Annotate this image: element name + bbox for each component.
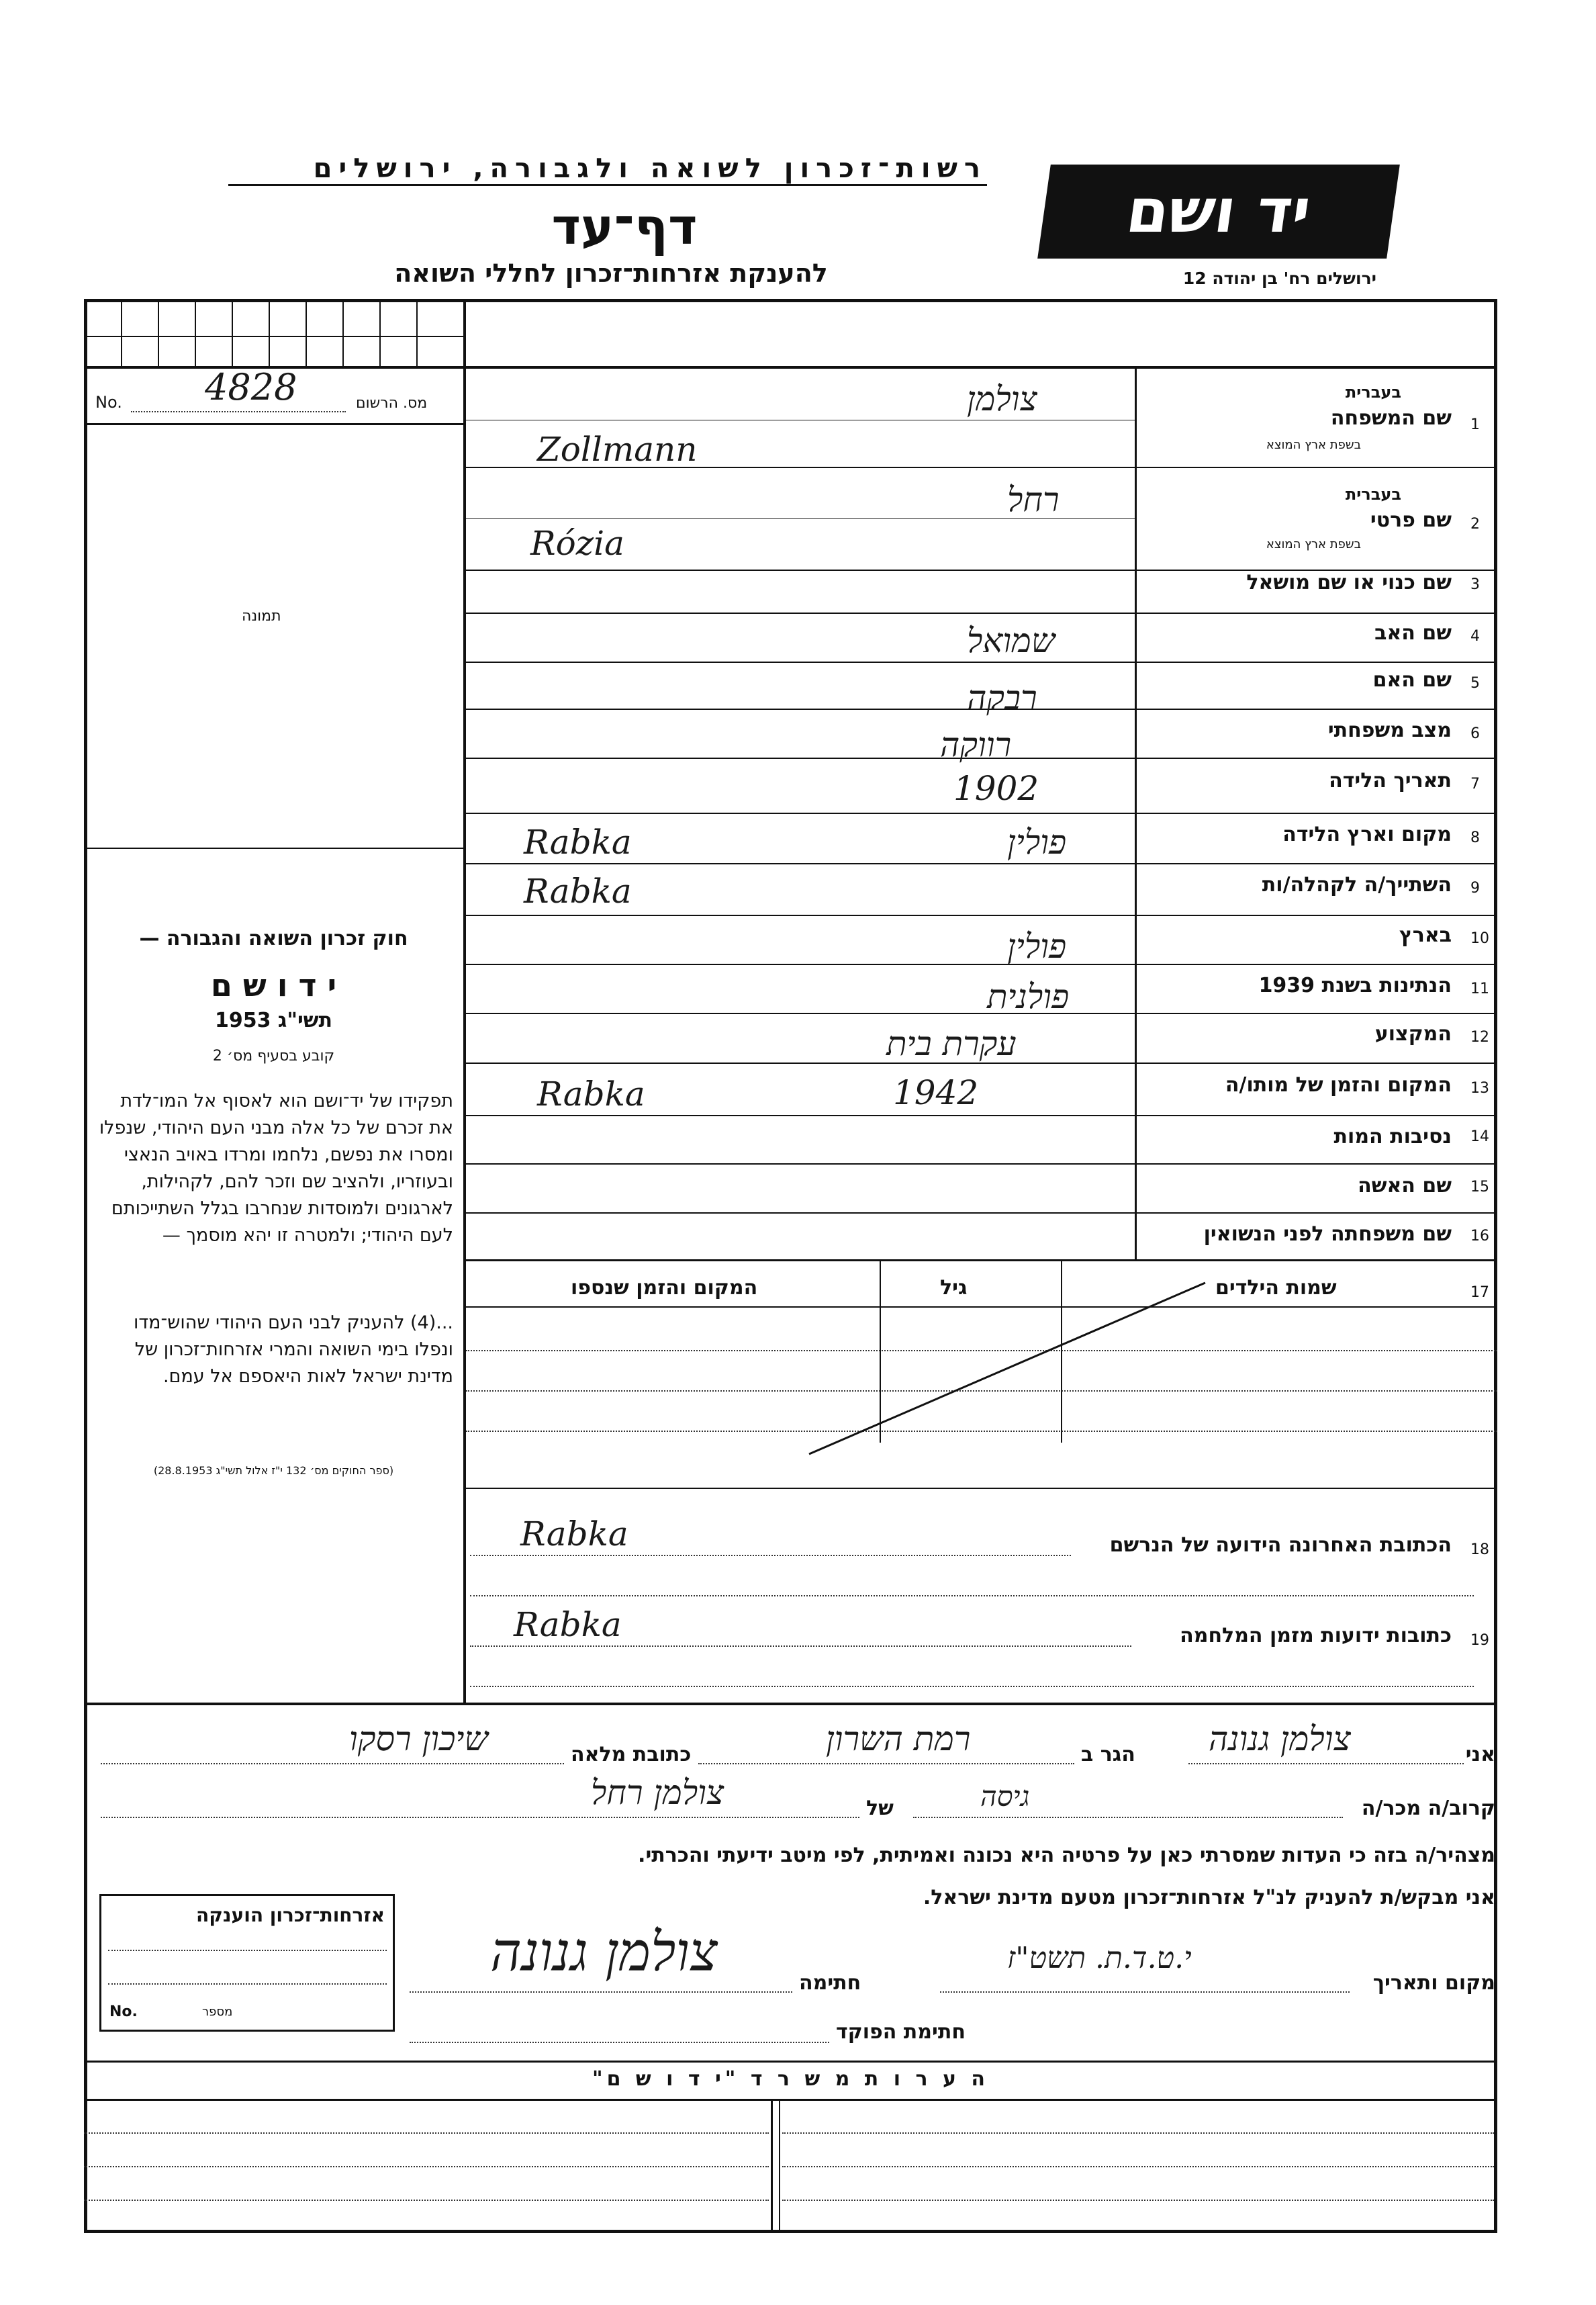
stamp-box-number-label: מספר: [202, 2005, 233, 2019]
field-6-label: מצב משפחתי: [1327, 719, 1452, 742]
law-source: (ספר החוקים מס׳ 132 י"ז אלול תשי"ג 28.8.1953): [153, 1464, 394, 1477]
field-11-label: הנתינות בשנת 1939: [1258, 974, 1452, 997]
field-10-value: פולין: [1007, 927, 1067, 966]
field-16-label: שם משפחתה לפני הנשואין: [1203, 1222, 1452, 1246]
declarant-relative-label: קרוב/ה מכר/ה: [1361, 1797, 1495, 1820]
field-7-num: 7: [1470, 776, 1480, 793]
official-signature-label: חתימת הפוקד: [836, 2020, 966, 2044]
field-18-num: 18: [1470, 1541, 1489, 1558]
field-1-sub-hebrew: בעברית: [1345, 383, 1401, 402]
field-13-label: המקום והזמן של מותו/ה: [1225, 1073, 1452, 1097]
registration-no-label: No.: [95, 393, 122, 412]
law-clause: קובע בסעיף מס׳ 2: [212, 1048, 335, 1065]
field-5-value: רבקה: [967, 678, 1037, 717]
field-10-num: 10: [1470, 930, 1489, 947]
declaration-text: מצהיר/ה בזה כי העדות שמסרתי כאן על פרטיה היא נכונה ואמיתית, לפי מיטב ידיעתי והכרתי.: [638, 1844, 1495, 1867]
law-year: תשי"ג 1953: [214, 1009, 333, 1032]
declarant-of-value: צולמן רחל: [591, 1773, 724, 1812]
field-15-num: 15: [1470, 1179, 1489, 1195]
children-col-age: גיל: [940, 1276, 968, 1300]
field-8-value-place: Rabka: [524, 823, 632, 862]
field-19-label: כתובות ידועות מזמן המלחמה: [1180, 1624, 1452, 1647]
office-notes-title: ה ע ר ו ת מ ש ר ד "י ד ו ש ם": [592, 2067, 990, 2091]
field-8-label: מקום וארץ הלידה: [1282, 823, 1452, 846]
field-4-value: שמואל: [967, 621, 1055, 660]
field-19-num: 19: [1470, 1632, 1489, 1649]
field-14-label: נסיבות המות: [1333, 1125, 1452, 1148]
field-2-sub-hebrew: בעברית: [1345, 485, 1401, 504]
field-2-sub-orig: בשפת ארץ המוצא: [1266, 537, 1361, 551]
declarant-city: רמת השרון: [826, 1719, 971, 1758]
authority-name: רשות־זכרון לשואה ולגבורה, ירושלים: [228, 153, 987, 186]
signature-label: חתימה: [799, 1971, 861, 1995]
field-6-num: 6: [1470, 725, 1480, 742]
field-2-value-orig: Rózia: [530, 524, 624, 563]
field-3-label: שם כנוי או שם מושאל: [1246, 571, 1452, 594]
law-name: י ד ו ש ם: [210, 967, 337, 1003]
declarant-of-label: של: [866, 1797, 894, 1820]
field-8-num: 8: [1470, 829, 1480, 846]
form-title: דף־עד: [551, 198, 698, 256]
field-9-label: השתייך/ה לקהלה/ות: [1262, 873, 1452, 897]
stamp-box: [99, 1894, 395, 2032]
field-13-num: 13: [1470, 1080, 1489, 1097]
field-7-value: 1902: [953, 769, 1039, 808]
field-1-num: 1: [1470, 416, 1480, 433]
field-1-value-hebrew: צולמן: [967, 379, 1037, 418]
request-text: אני מבקש/ת להעניק לנ"ל אזרחות־זכרון מטעם מדינת ישראל.: [923, 1886, 1495, 1909]
photo-label: תמונה: [242, 608, 281, 625]
field-4-num: 4: [1470, 628, 1480, 645]
yad-vashem-logo: [1037, 165, 1400, 259]
field-13-value-place: Rabka: [537, 1075, 645, 1114]
field-6-value: רווקה: [940, 725, 1012, 764]
declarant-i-label: אני: [1465, 1743, 1495, 1766]
declarant-name: צולמן גנונה: [1209, 1719, 1351, 1758]
form-subtitle: להענקת אזרחות־זכרון לחללי השואה: [394, 259, 828, 288]
field-1-value-orig: Zollmann: [537, 430, 698, 469]
strike-through-line: [806, 1279, 1209, 1461]
field-1-label: שם המשפחה: [1330, 406, 1452, 430]
registration-number: 4828: [205, 366, 297, 408]
logo-address: ירושלים רח' בן יהודה 12: [1182, 269, 1376, 288]
field-3-num: 3: [1470, 576, 1480, 593]
field-10-label: בארץ: [1399, 923, 1452, 947]
field-16-num: 16: [1470, 1228, 1489, 1245]
field-5-label: שם האם: [1372, 668, 1452, 692]
declarant-resident-label: הגר ב: [1081, 1743, 1135, 1766]
field-12-num: 12: [1470, 1029, 1489, 1046]
field-8-value-country: פולין: [1007, 823, 1067, 862]
place-date-value: י.ט.ד.ת. תשט"ז: [1007, 1941, 1192, 1975]
field-12-value: עקרת בית: [886, 1024, 1017, 1063]
field-2-value-hebrew: רחל: [1007, 480, 1060, 519]
law-text: תפקידו של יד־ושם הוא לאסוף אל המו־לדת את זכרם של כל אלה מבני העם היהודי, שנפלו ומסרו את נפשם, נלחמו ומרדו באויב הנאצי ובעוזריו, ולהציב שם וזכר להם, לקהילות, לארגונים ולמוסדות שנחרבו בגלל השתייכותם לעם היהודי; ולמטרה זו יהא מוסמך —: [99, 1091, 453, 1246]
field-2-label: שם פרטי: [1370, 508, 1452, 532]
field-19-value: Rabka: [514, 1605, 622, 1644]
law-title: חוק זכרון השואה והגבורה —: [139, 927, 408, 950]
field-18-value: Rabka: [520, 1515, 628, 1553]
field-12-label: המקצוע: [1374, 1022, 1452, 1046]
field-14-num: 14: [1470, 1128, 1489, 1145]
field-13-value-year: 1942: [893, 1073, 979, 1112]
field-15-label: שם האשה: [1358, 1174, 1452, 1197]
stamp-box-no-label: No.: [109, 2003, 138, 2020]
declarant-address: שיכון רסקו: [349, 1719, 488, 1758]
law-text-2: ...(4) להעניק לבני העם היהודי שהוש־מדו ונפלו בימי השואה והמרי אזרחות־זכרון של מדינת ישראל לאות היאספם אל עמם.: [134, 1312, 453, 1387]
place-date-label: מקום ותאריך: [1372, 1971, 1495, 1995]
field-4-label: שם האב: [1374, 621, 1452, 645]
children-col-names: שמות הילדים: [1215, 1276, 1337, 1300]
field-2-num: 2: [1470, 516, 1480, 533]
signature: צולמן גנונה: [490, 1921, 718, 1983]
logo-text: יד ושם: [1122, 176, 1315, 246]
field-7-label: תאריך הלידה: [1329, 769, 1452, 793]
field-9-num: 9: [1470, 880, 1480, 897]
field-1-sub-orig: בשפת ארץ המוצא: [1266, 438, 1361, 452]
field-11-value: פולנית: [987, 977, 1070, 1016]
field-9-value: Rabka: [524, 872, 632, 911]
field-17-num: 17: [1470, 1284, 1489, 1301]
declarant-address-label: כתובת מלאה: [571, 1743, 692, 1766]
children-col-place: המקום והזמן שנספו: [571, 1276, 758, 1300]
stamp-box-title: אזרחות־זכרון הוענקה: [196, 1904, 385, 1926]
field-11-num: 11: [1470, 981, 1489, 997]
field-18-label: הכתובת האחרונה הידועה של הנרשם: [1109, 1533, 1452, 1557]
declarant-relation: גיסה: [980, 1780, 1030, 1813]
registration-label: מס. הרשום: [356, 395, 428, 412]
field-5-num: 5: [1470, 675, 1480, 692]
